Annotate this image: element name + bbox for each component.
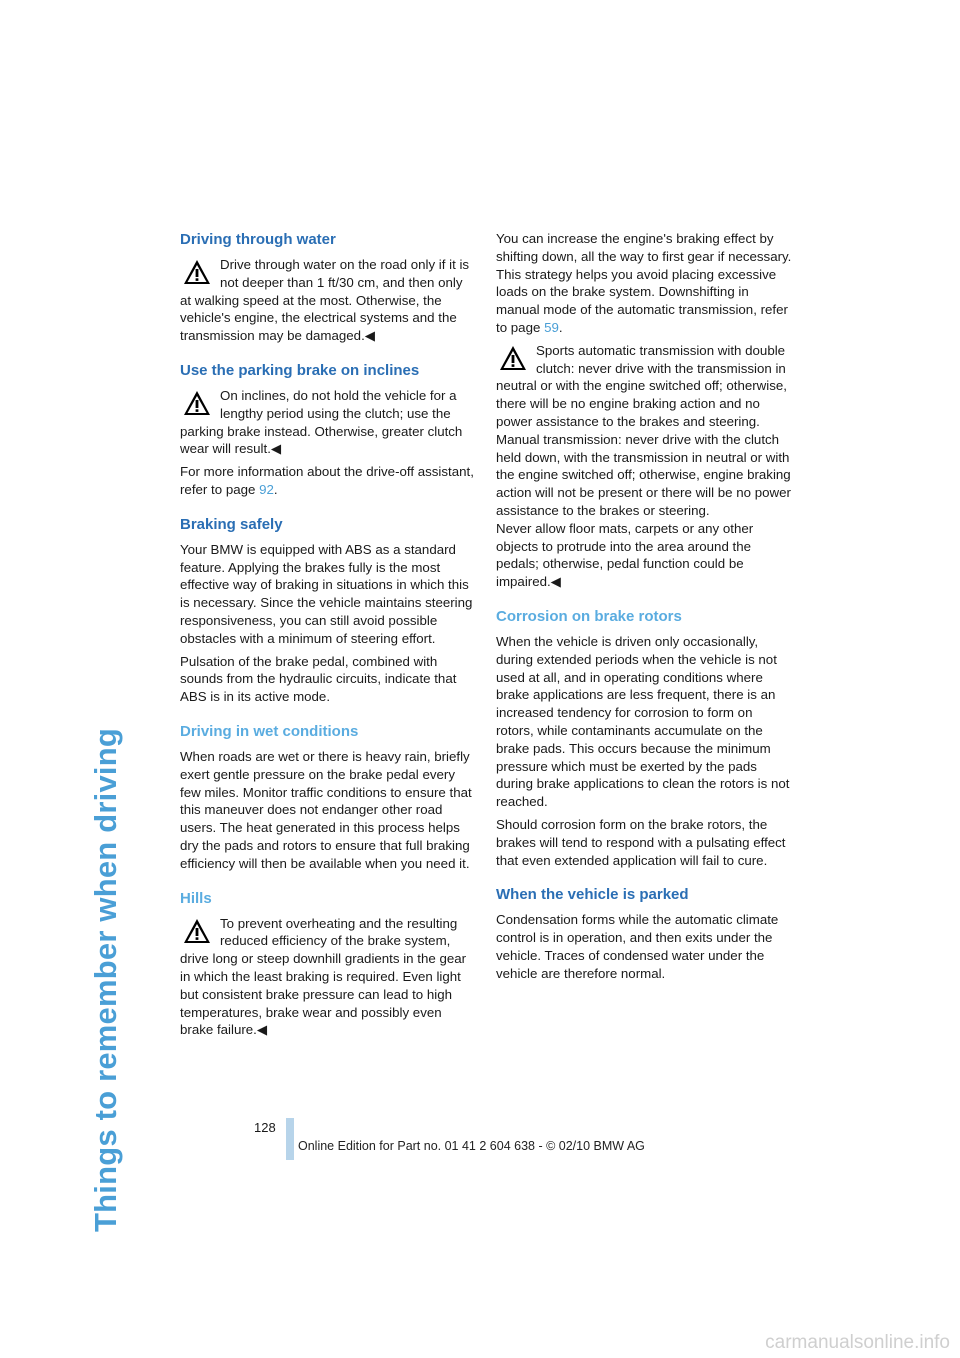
paragraph: Condensation forms while the automatic climate control is in operation, and then exits under the vehicle. Traces of condensed water under the vehicle are therefore normal. [496,912,779,981]
section-driving-through-water [180,230,476,345]
heading-corrosion-brake-rotors: Corrosion on brake rotors [496,607,682,625]
footer-edition-text: Online Edition for Part no. 01 41 2 604 638 - © 02/10 BMW AG [298,1139,645,1153]
section-braking-safely [180,515,476,706]
warning-text: On inclines, do not hold the vehicle for a lengthy period using the clutch; use the parking brake instead. Otherwise, greater clutch wear will result.◀ [180,387,463,457]
warning-note [180,915,476,1040]
warning-note [180,256,476,345]
paragraph-text: . [273,481,278,497]
paragraph-text: You can increase the engine's braking effect by shifting down, all the way to first gear if necessary. This strategy helps you avoid placing excessive loads on the brake system. Downshifting in manual mode of the automatic transmission, refer to page [496,231,792,335]
side-chapter-title: Things to remember when driving [88,728,123,1232]
paragraph: Pulsation of the brake pedal, combined with sounds from the hydraulic circuits, indicate that ABS is in its active mode. [180,653,457,705]
heading-parking-brake-inclines: Use the parking brake on inclines [180,361,420,379]
heading-driving-wet-conditions: Driving in wet conditions [180,722,359,740]
paragraph: Your BMW is equipped with ABS as a standard feature. Applying the brakes fully is the most effective way of braking in situations in which this is necessary. Since the vehicle maintains steering responsiveness, you can still avoid possible obstacles with a minimum of steering effort. [180,541,473,646]
heading-braking-safely: Braking safely [180,515,283,533]
section-corrosion-brake-rotors [496,607,792,869]
engine-braking-paragraph [496,230,792,337]
section-parking-brake-inclines [180,361,476,499]
paragraph: Should corrosion form on the brake rotors, the brakes will tend to respond with a pulsating effect that even extended application will fail to cure. [496,816,786,868]
page-number: 128 [254,1120,276,1135]
paragraph: When the vehicle is driven only occasionally, during extended periods when the vehicle is not used at all, and in operating conditions where brake applications are less frequent, there is an increased tendency for corrosion to form on rotors, while contaminants accumulate on the brake pads. This occurs because the minimum pressure which must be exerted by the pads during brake applications to clean the rotors is not reached. [496,633,790,810]
footer-accent-bar [286,1118,294,1160]
warning-triangle-icon [182,389,212,417]
paragraph-text: For more information about the drive-off assistant, refer to page [180,464,474,497]
warning-text: Drive through water on the road only if it is not deeper than 1 ft/30 cm, and then only at walking speed at the most. Otherwise, the vehicle's engine, the electrical systems and the transmission may be damaged.◀ [180,257,470,344]
warning-text: Never allow floor mats, carpets or any other objects to protrude into the area around the pedals; otherwise, pedal function could be impaired.◀ [496,520,754,590]
paragraph: When roads are wet or there is heavy rain, briefly exert gentle pressure on the brake pedal every few miles. Monitor traffic conditions to ensure that this maneuver does not endanger other road users. The heat generated in this process helps dry the pads and rotors to ensure that full braking efficiency will then be available when you need it. [180,748,472,871]
warning-triangle-icon [182,917,212,945]
warning-triangle-icon [498,344,528,372]
warning-text: To prevent overheating and the resulting reduced efficiency of the brake system, drive long or steep downhill gradients in the gear in which the least braking is required. Even light but consistent brake pressure can lead to high temperatures, brake wear and possibly even brake failure.◀ [180,915,467,1038]
warning-note [496,342,792,591]
page-reference-link[interactable]: 59 [544,319,559,335]
watermark: carmanualsonline.info [765,1332,950,1353]
warning-text: Manual transmission: never drive with the clutch held down, with the transmission in neutral or with the engine switched off; otherwise, engine braking action will not be present or there will be no power assistance to the brakes or steering. [496,431,791,518]
warning-text: Sports automatic transmission with double clutch: never drive with the transmission in neutral or with the engine switched off; otherwise, there will be no engine braking action and no power assistance to the brakes and steering. [496,342,787,429]
section-vehicle-parked [496,885,792,982]
page-reference-link[interactable]: 92 [259,481,274,497]
section-driving-wet-conditions [180,722,476,873]
heading-driving-through-water: Driving through water [180,231,336,248]
section-engine-braking [496,230,792,591]
section-hills [180,889,476,1040]
warning-note [180,387,476,458]
warning-triangle-icon [182,258,212,286]
right-column [496,230,792,998]
paragraph-text: . [558,319,563,335]
drive-off-assistant-paragraph [180,463,476,499]
heading-hills: Hills [180,889,212,907]
heading-vehicle-parked: When the vehicle is parked [496,886,689,904]
left-column [180,230,476,1055]
